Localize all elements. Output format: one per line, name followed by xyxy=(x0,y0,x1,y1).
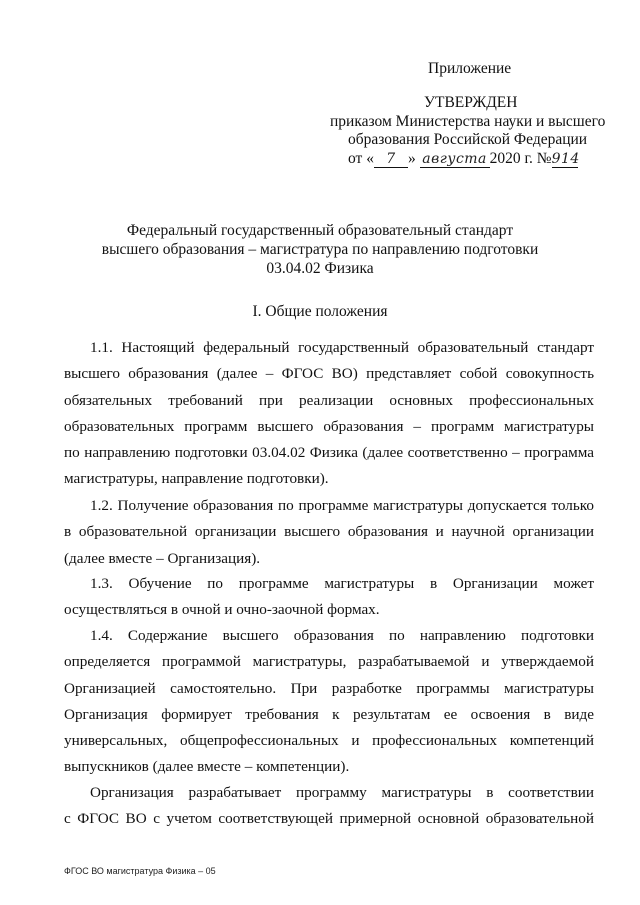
paragraph-line: высшего образования (далее – ФГОС ВО) представляет собой совокупность xyxy=(64,365,594,383)
approved-by-line-2: образования Российской Федерации xyxy=(348,131,588,148)
document-title-line-1: Федеральный государственный образовательный стандарт xyxy=(126,222,514,239)
document-title-line-2: высшего образования – магистратура по направлению подготовки xyxy=(101,241,539,258)
paragraph-line: магистратуры, направление подготовки). xyxy=(64,470,329,488)
paragraph-line: универсальных, общепрофессиональных и профессиональных компетенций xyxy=(64,732,594,750)
paragraph-line: Организация разрабатывает программу магистратуры в соответствии xyxy=(90,784,594,801)
paragraph-line: (далее вместе – Организация). xyxy=(64,549,261,567)
date-mid: » xyxy=(407,150,416,167)
date-day-handwritten: 7 xyxy=(374,151,408,168)
paragraph-line: Организацией самостоятельно. При разработке программы магистратуры xyxy=(64,679,594,697)
paragraph-1-2 xyxy=(64,493,594,572)
date-month-handwritten: августа xyxy=(420,151,490,168)
appendix-label: Приложение xyxy=(428,60,512,77)
approved-by-line-1: приказом Министерства науки и высшего xyxy=(330,113,606,130)
document-title-line-3: 03.04.02 Физика xyxy=(266,260,374,277)
paragraph-1-3 xyxy=(64,571,594,624)
date-year: 2020 г. № xyxy=(489,150,552,167)
page-footer: ФГОС ВО магистратура Физика – 05 xyxy=(64,866,216,876)
order-date-line xyxy=(348,150,578,168)
date-prefix: от « xyxy=(348,150,374,167)
paragraph-line: определяется программой магистратуры, разрабатываемой и утверждаемой xyxy=(64,653,594,671)
paragraph-1-1 xyxy=(64,335,594,493)
paragraph-line: 1.4. Содержание высшего образования по направлению подготовки xyxy=(90,627,594,644)
paragraph-line: Организация формирует требования к результатам ее освоения в виде xyxy=(64,705,594,723)
approved-stamp-text: УТВЕРЖДЕН xyxy=(424,94,518,111)
paragraph-line: в образовательной организации высшего образования и научной организации xyxy=(64,523,594,541)
paragraph-line: осуществляться в очной и очно-заочной формах. xyxy=(64,601,380,619)
paragraph-line: 1.3. Обучение по программе магистратуры в Организации может xyxy=(90,575,594,592)
order-number-handwritten: 914 xyxy=(551,151,580,167)
paragraph-line: с ФГОС ВО с учетом соответствующей примерной основной образовательной xyxy=(64,810,594,828)
paragraph-line: 1.2. Получение образования по программе магистратуры допускается только xyxy=(90,497,594,514)
paragraph-line: выпускников (далее вместе – компетенции). xyxy=(64,758,350,776)
paragraph-1-4 xyxy=(64,623,594,781)
paragraph-line: обязательных требований при реализации основных профессиональных xyxy=(64,391,594,409)
paragraph-line: по направлению подготовки 03.04.02 Физика (далее соответственно – программа xyxy=(64,444,594,462)
section-heading: I. Общие положения xyxy=(252,303,388,320)
paragraph-organization xyxy=(64,780,594,833)
paragraph-line: 1.1. Настоящий федеральный государственный образовательный стандарт xyxy=(90,339,594,356)
paragraph-line: образовательных программ высшего образования – программ магистратуры xyxy=(64,417,594,435)
